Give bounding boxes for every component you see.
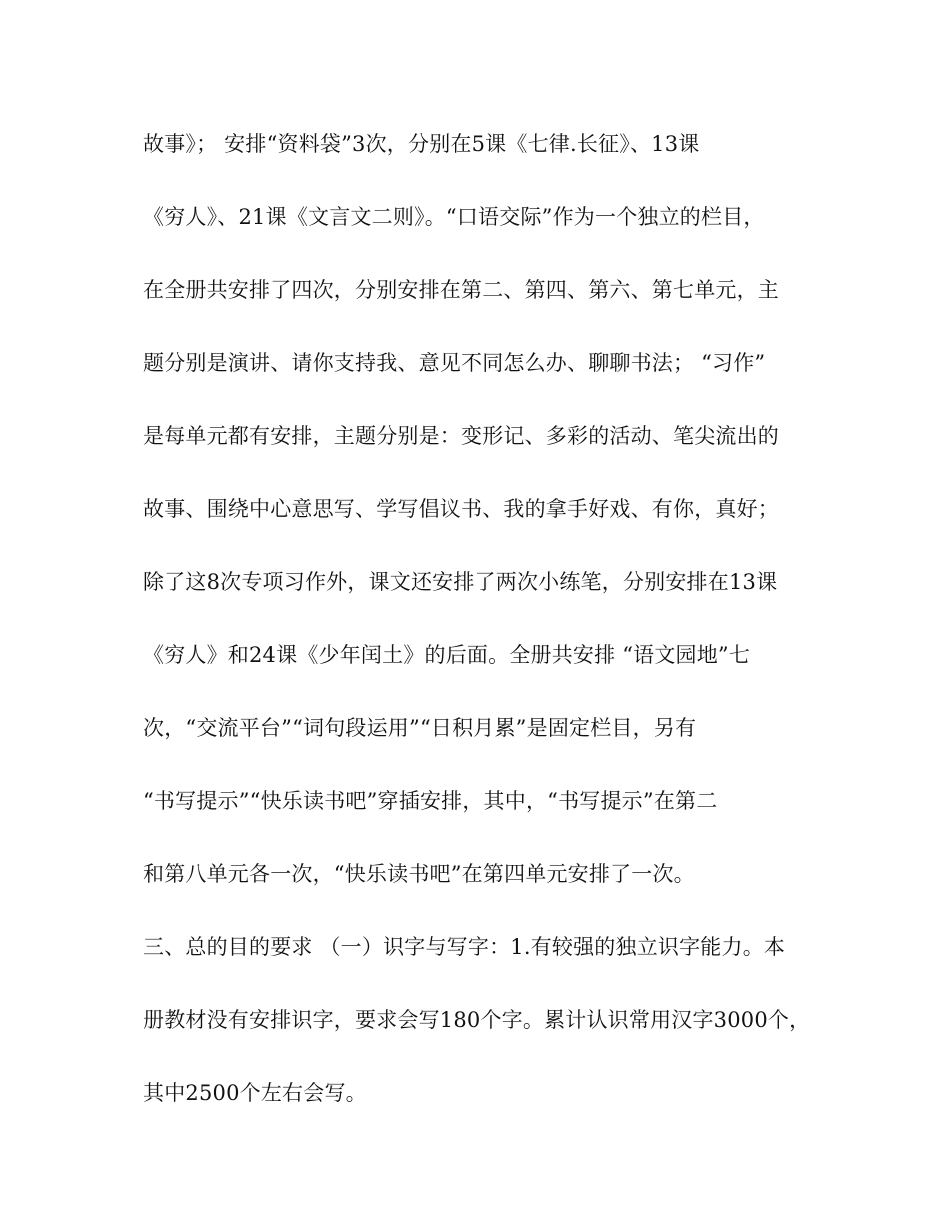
text-line: 故事》； 安排“资料袋”3次，分别在5课《七律.长征》、13课 bbox=[143, 132, 700, 156]
text-line: 和第八单元各一次，“快乐读书吧”在第四单元安排了一次。 bbox=[143, 862, 695, 886]
text-line: 次，“交流平台”“词句段运用”“日积月累”是固定栏目，另有 bbox=[143, 716, 697, 740]
text-line: “书写提示”“快乐读书吧”穿插安排，其中，“书写提示”在第二 bbox=[143, 789, 718, 813]
text-line: 其中2500个左右会写。 bbox=[143, 1081, 367, 1105]
text-line: 故事、围绕中心意思写、学写倡议书、我的拿手好戏、有你，真好； bbox=[143, 497, 779, 521]
text-line: 是每单元都有安排，主题分别是：变形记、多彩的活动、笔尖流出的 bbox=[143, 424, 779, 448]
text-line: 三、总的目的要求 （一）识字与写字：1.有较强的独立识字能力。本 bbox=[143, 935, 786, 959]
text-line: 册教材没有安排识字，要求会写180个字。累计认识常用汉字3000个， bbox=[143, 1008, 811, 1032]
text-line: 在全册共安排了四次，分别安排在第二、第四、第六、第七单元，主 bbox=[143, 278, 779, 302]
text-line: 《穷人》和24课《少年闰土》的后面。全册共安排 “语文园地”七 bbox=[143, 643, 751, 667]
text-line: 《穷人》、21课《文言文二则》。“口语交际”作为一个独立的栏目， bbox=[143, 205, 765, 229]
text-line: 题分别是演讲、请你支持我、意见不同怎么办、聊聊书法； “习作” bbox=[143, 351, 766, 375]
text-line: 除了这8次专项习作外，课文还安排了两次小练笔，分别安排在13课 bbox=[143, 570, 778, 594]
